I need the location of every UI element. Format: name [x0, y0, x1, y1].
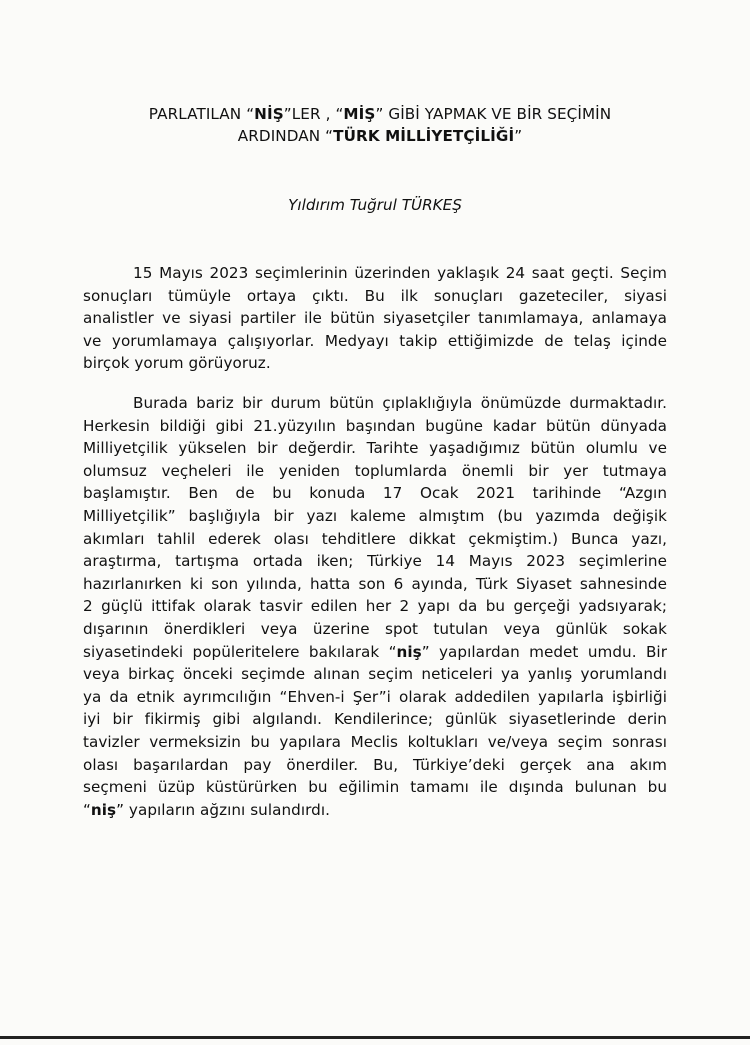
title-emphasis: NİŞ: [254, 105, 284, 123]
text-line: olumsuz veçheleri ile yeniden toplumlarda önemli bir yer tutmaya: [83, 461, 667, 480]
title-text: ARDINDAN “: [237, 127, 334, 145]
text-line: başlamıştır. Ben de bu konuda 17 Ocak 2021 tarihinde “Azgın: [83, 484, 667, 503]
text-line: seçmeni üzüp küstürürken bu eğilimin tamamı ile dışında bulunan bu: [83, 778, 667, 797]
text-line: [83, 641, 667, 664]
text-line: tavizler vermeksizin bu yapılara Meclis koltukları ve/veya seçim sonrası: [83, 732, 667, 751]
text-emphasis: niş: [396, 642, 422, 661]
page-bottom-edge: [0, 1036, 750, 1039]
paragraph-1: [83, 262, 667, 375]
text-line: Herkesin bildiği gibi 21.yüzyılın başından bugüne kadar bütün dünyada: [83, 416, 667, 435]
document-title-line-2: [80, 125, 680, 147]
text-line: ve yorumlamaya çalışıyorlar. Medyayı takip ettiğimizde de telaş içinde: [83, 331, 667, 350]
title-emphasis: TÜRK MİLLİYETÇİLİĞİ: [333, 127, 515, 145]
title-text: PARLATILAN “: [148, 105, 255, 123]
title-text: ”: [514, 127, 523, 145]
text-run: ” yapılardan medet umdu. Bir: [421, 642, 667, 661]
author-name: Yıldırım Tuğrul TÜRKEŞ: [288, 196, 462, 214]
text-line: dışarının önerdikleri veya üzerine spot tutulan veya günlük sokak: [83, 619, 667, 638]
title-emphasis: MİŞ: [343, 105, 376, 123]
text-line: 15 Mayıs 2023 seçimlerinin üzerinden yaklaşık 24 saat geçti. Seçim: [133, 264, 667, 282]
text-run: “: [83, 800, 91, 819]
text-line: birçok yorum görüyoruz.: [83, 354, 271, 373]
text-run: siyasetindeki popüleritelere bakılarak “: [83, 642, 397, 661]
title-text: ” GİBİ YAPMAK VE BİR SEÇİMİN: [375, 105, 612, 123]
text-line: veya birkaç önceki seçimde alınan seçim neticeleri ya yanlış yorumlandı: [83, 665, 667, 684]
text-run: ” yapıların ağzını sulandırdı.: [116, 800, 330, 819]
text-line: Burada bariz bir durum bütün çıplaklığıyla önümüzde durmaktadır.: [133, 394, 667, 412]
text-line: Milliyetçilik yükselen bir değerdir. Tarihte yaşadığımız bütün olumlu ve: [83, 439, 667, 458]
text-line: analistler ve siyasi partiler ile bütün siyasetçiler tanımlamaya, anlamaya: [83, 309, 667, 328]
paragraph-2: [83, 392, 667, 821]
text-line: araştırma, tartışma ortada iken; Türkiye 14 Mayıs 2023 seçimlerine: [83, 552, 667, 571]
text-line: [83, 799, 667, 822]
text-line: 2 güçlü ittifak olarak tasvir edilen her 2 yapı da bu gerçeği yadsıyarak;: [83, 597, 667, 616]
title-text: ”LER , “: [283, 105, 344, 123]
text-line: olası başarılardan pay önerdiler. Bu, Türkiye’deki gerçek ana akım: [83, 755, 667, 774]
text-line: hazırlanırken ki son yılında, hatta son 6 ayında, Türk Siyaset sahnesinde: [83, 574, 667, 593]
text-line: iyi bir fikirmiş gibi algılandı. Kendilerince; günlük siyasetlerinde derin: [83, 710, 667, 729]
text-line: Milliyetçilik” başlığıyla bir yazı kaleme almıştım (bu yazımda değişik: [83, 506, 667, 525]
text-line: akımları tahlil ederek olası tehditlere dikkat çekmiştim.) Bunca yazı,: [83, 529, 667, 548]
document-title-line-1: [80, 103, 680, 125]
text-emphasis: niş: [90, 800, 117, 819]
text-line: ya da etnik ayrımcılığın “Ehven-i Şer”i olarak addedilen yapılarla işbirliği: [83, 687, 667, 706]
text-line: sonuçları tümüyle ortaya çıktı. Bu ilk sonuçları gazeteciler, siyasi: [83, 286, 667, 305]
